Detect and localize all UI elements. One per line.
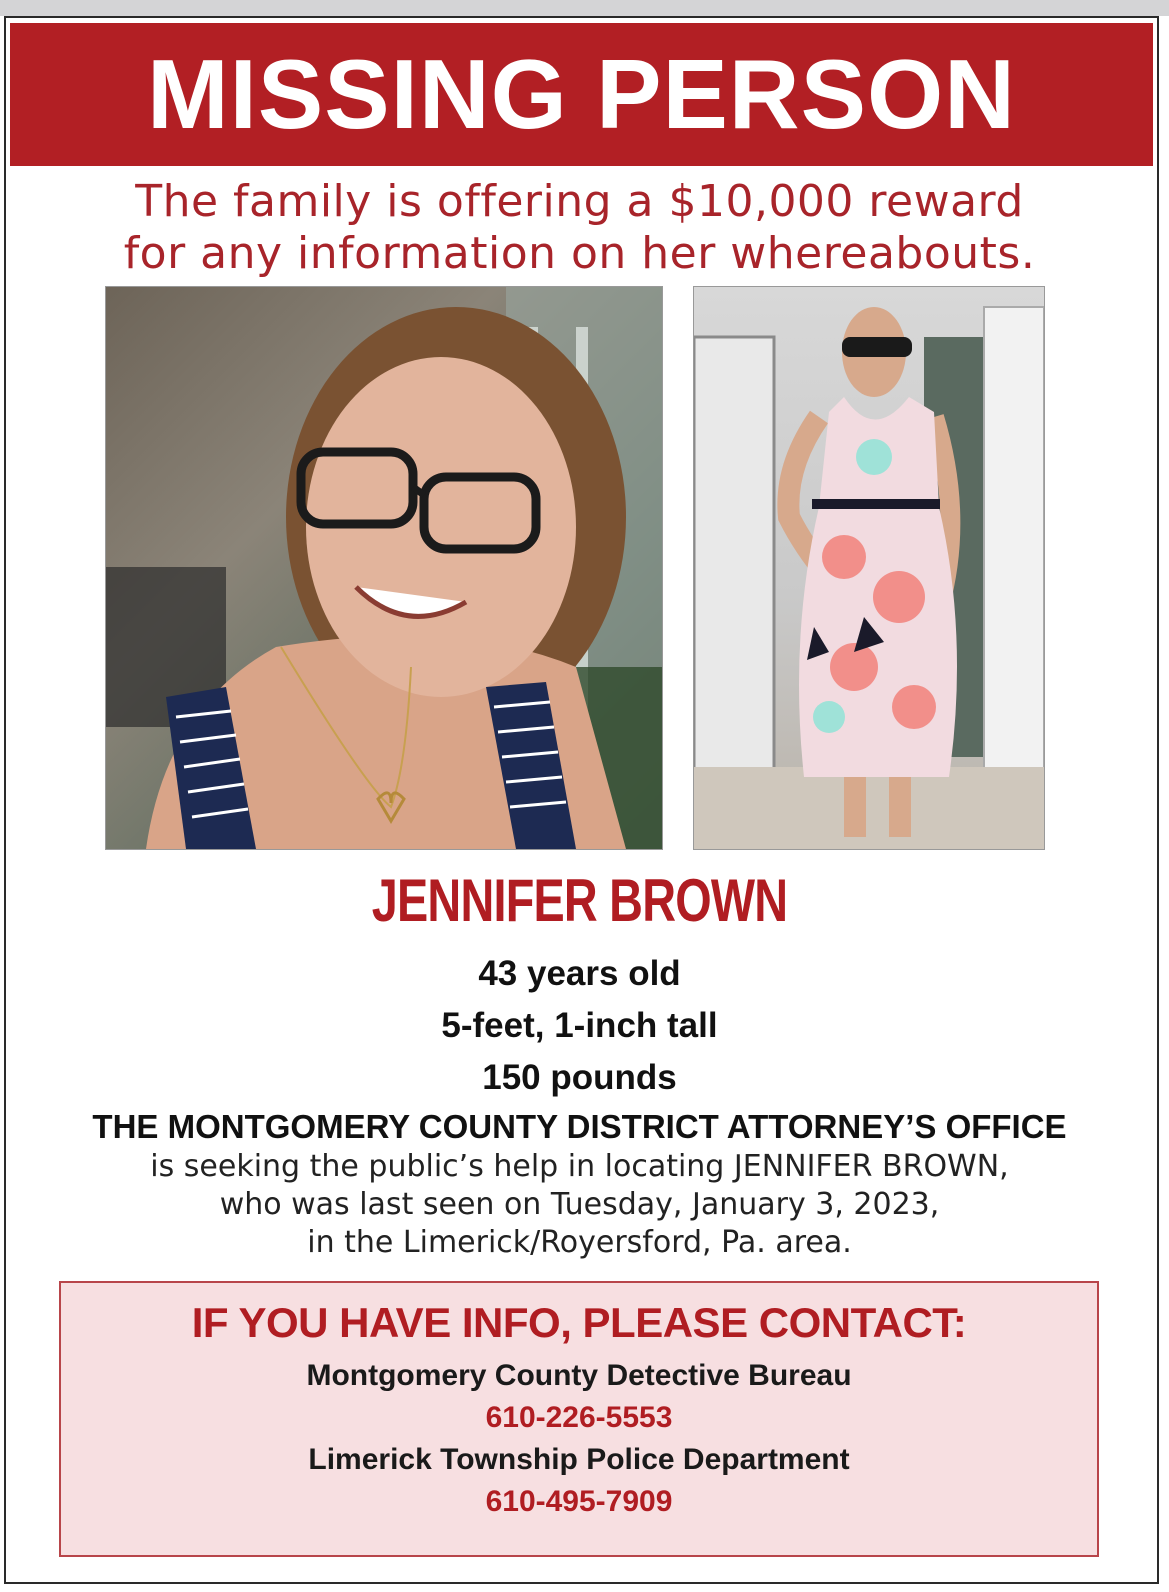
full-length-photo [693,286,1045,850]
details-line-2: who was last seen on Tuesday, January 3, 2023, [219,1187,940,1222]
contact-phone-1[interactable]: 610-226-5553 [485,1401,673,1434]
portrait-photo [105,286,663,850]
agency-name: THE MONTGOMERY COUNTY DISTRICT ATTORNEY’S OFFICE [92,1108,1067,1145]
details-line-1: is seeking the public’s help in locating JENNIFER BROWN, [150,1149,1009,1184]
contact-box [59,1281,1099,1557]
full-length-illustration [694,287,1044,849]
details-line-3: in the Limerick/Royersford, Pa. area. [307,1225,852,1260]
case-details [6,1148,1153,1262]
missing-person-poster [4,16,1159,1584]
person-age: 43 years old [478,954,681,993]
reward-line-1: The family is offering a $10,000 reward [135,176,1024,227]
reward-notice [6,176,1153,280]
person-weight: 150 pounds [482,1058,677,1097]
reward-line-2: for any information on her whereabouts. [123,228,1036,279]
contact-heading: IF YOU HAVE INFO, PLEASE CONTACT: [191,1299,967,1346]
person-height: 5-feet, 1-inch tall [441,1006,718,1045]
person-name: JENNIFER BROWN [371,867,788,934]
contact-org-2: Limerick Township Police Department [308,1443,850,1476]
contact-org-1: Montgomery County Detective Bureau [306,1359,852,1392]
contact-phone-2[interactable]: 610-495-7909 [485,1485,673,1518]
title-banner [10,23,1153,166]
person-description [6,948,1153,1104]
portrait-illustration [106,287,662,849]
poster-title: MISSING PERSON [147,39,1016,149]
top-strip [0,0,1169,16]
